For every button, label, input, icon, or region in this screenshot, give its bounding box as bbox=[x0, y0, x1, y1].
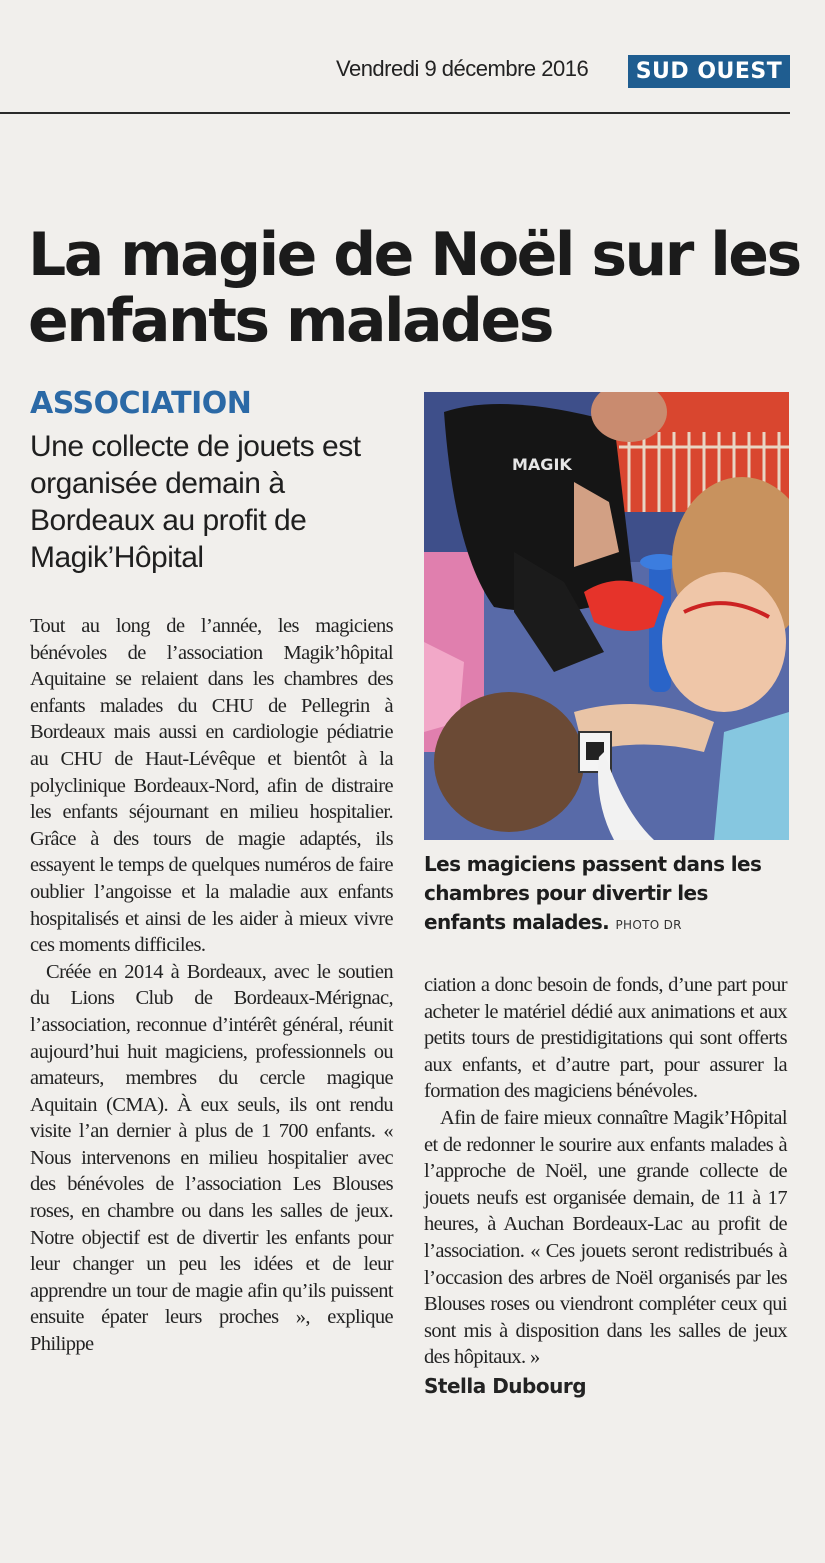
paragraph-3: ciation a donc besoin de fonds, d’une part pour acheter le matériel dédié aux animations et aux petits tours de prestidigitations qui sont offerts aux enfants, et d’autre part, pour assurer la formation des magiciens bénévoles. bbox=[424, 974, 787, 1103]
article-column-right bbox=[424, 972, 787, 1400]
issue-date: Vendredi 9 décembre 2016 bbox=[336, 56, 589, 81]
header-divider bbox=[0, 112, 790, 114]
paragraph-2: Créée en 2014 à Bordeaux, avec le soutien du Lions Club de Bordeaux-Mérignac, l’association, reconnue d’intérêt général, réunit aujourd’hui huit magiciens, professionnels ou amateurs, membres du cercle magique Aquitain (CMA). À eux seuls, ils ont rendu visite l’an dernier à plus de 1 700 enfants. « Nous intervenons en milieu hospitalier avec des bénévoles de l’association Les Blouses roses, en chambre ou dans les salles de jeux. Notre objectif est de divertir les enfants pour leur changer un peu les idées et de leur apprendre un tour de magie afin qu’ils puissent ensuite épater leurs proches », explique Philippe bbox=[30, 960, 393, 1356]
paragraph-4: Afin de faire mieux connaître Magik’Hôpital et de redonner le sourire aux enfants malades à l’approche de Noël, une grande collecte de jouets neufs est organisée demain, de 11 à 17 heures, à Auchan Bordeaux-Lac au profit de l’association. « Ces jouets seront redistribués à l’occasion des arbres de Noël organisés par les Blouses roses ou viendront compléter ceux qui sont mis à disposition dans les salles de jeux des hôpitaux. » bbox=[424, 1106, 787, 1369]
author-byline: Stella Dubourg bbox=[424, 1373, 587, 1398]
photo-credit: PHOTO DR bbox=[615, 918, 682, 932]
article-column-left bbox=[30, 613, 393, 1358]
magician-with-children-photo bbox=[424, 392, 789, 840]
article-kicker: ASSOCIATION bbox=[30, 386, 252, 421]
article-photo bbox=[424, 392, 789, 840]
newspaper-logo: SUD OUEST bbox=[628, 55, 790, 88]
article-headline: La magie de Noël sur les enfants malades bbox=[28, 220, 800, 356]
photo-caption bbox=[424, 850, 789, 940]
shirt-lettering: MAGIK bbox=[512, 455, 572, 474]
article-subhead: Une collecte de jouets est organisée demain à Bordeaux au profit de Magik’Hôpital bbox=[30, 430, 361, 574]
caption-text: Les magiciens passent dans les chambres pour divertir les enfants malades. bbox=[424, 852, 762, 934]
paragraph-1: Tout au long de l’année, les magiciens bénévoles de l’association Magik’hôpital Aquitaine se relaient dans les chambres des enfants malades du CHU de Pellegrin à Bordeaux mais aussi en cardiologie pédiatrie au CHU de Haut-Lévêque et bientôt à la polyclinique Bordeaux-Nord, afin de distraire les enfants séjournant en milieu hospitalier. Grâce à des tours de magie adaptés, ils essayent le temps de quelques numéros de faire oublier l’angoisse et la maladie aux enfants hospitalisés et ainsi de les aider à mieux vivre ces moments difficiles. bbox=[30, 615, 393, 957]
